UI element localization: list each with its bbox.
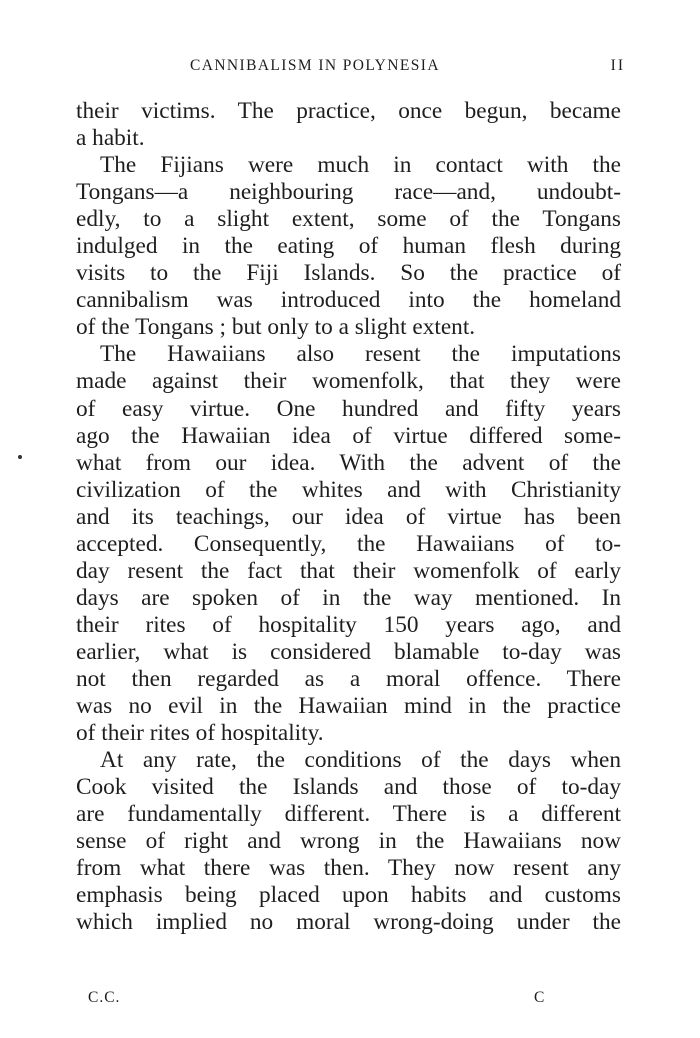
text-line: earlier, what is considered blamable to-day was xyxy=(76,638,621,665)
text-line: of their rites of hospitality. xyxy=(76,720,324,747)
signature-letter: C xyxy=(534,989,545,1006)
text-line: civilization of the whites and with Christianity xyxy=(76,476,621,503)
text-line: what from our idea. With the advent of the xyxy=(76,449,621,476)
text-line: and its teachings, our idea of virtue has been xyxy=(76,503,621,530)
text-line: The Fijians were much in contact with the xyxy=(100,152,621,179)
text-line: Cook visited the Islands and those of to-day xyxy=(76,774,621,801)
text-line: cannibalism was introduced into the homeland xyxy=(76,287,621,314)
signature-mark: C.C. xyxy=(88,989,121,1006)
body-text xyxy=(76,98,621,936)
text-line: which implied no moral wrong-doing under the xyxy=(76,909,621,936)
text-line: made against their womenfolk, that they were xyxy=(76,368,621,395)
running-head xyxy=(72,57,625,79)
text-line: their rites of hospitality 150 years ago, and xyxy=(76,611,621,638)
text-line: indulged in the eating of human flesh during xyxy=(76,233,621,260)
text-line: edly, to a slight extent, some of the Tongans xyxy=(76,206,621,233)
page-number: II xyxy=(610,57,625,74)
margin-speck xyxy=(18,455,22,459)
text-line: Tongans—a neighbouring race—and, undoubt- xyxy=(76,179,621,206)
text-line: ago the Hawaiian idea of virtue differed some- xyxy=(76,422,621,449)
text-line: a habit. xyxy=(76,125,145,152)
text-line: not then regarded as a moral offence. There xyxy=(76,665,621,692)
text-line: of easy virtue. One hundred and fifty years xyxy=(76,395,621,422)
running-title: CANNIBALISM IN POLYNESIA xyxy=(190,57,440,74)
text-line: their victims. The practice, once begun, became xyxy=(76,98,621,124)
text-line: emphasis being placed upon habits and customs xyxy=(76,882,621,909)
text-line: of the Tongans ; but only to a slight extent. xyxy=(76,314,476,341)
text-line: At any rate, the conditions of the days when xyxy=(100,747,621,774)
text-line: The Hawaiians also resent the imputations xyxy=(100,341,621,368)
text-line: visits to the Fiji Islands. So the practice of xyxy=(76,260,621,287)
text-line: day resent the fact that their womenfolk of early xyxy=(76,557,621,584)
text-line: are fundamentally different. There is a different xyxy=(76,801,621,828)
text-line: from what there was then. They now resent any xyxy=(76,855,621,882)
text-line: was no evil in the Hawaiian mind in the practice xyxy=(76,693,621,720)
text-line: accepted. Consequently, the Hawaiians of to- xyxy=(76,530,621,557)
text-line: sense of right and wrong in the Hawaiians now xyxy=(76,828,621,855)
text-line: days are spoken of in the way mentioned. In xyxy=(76,584,621,611)
